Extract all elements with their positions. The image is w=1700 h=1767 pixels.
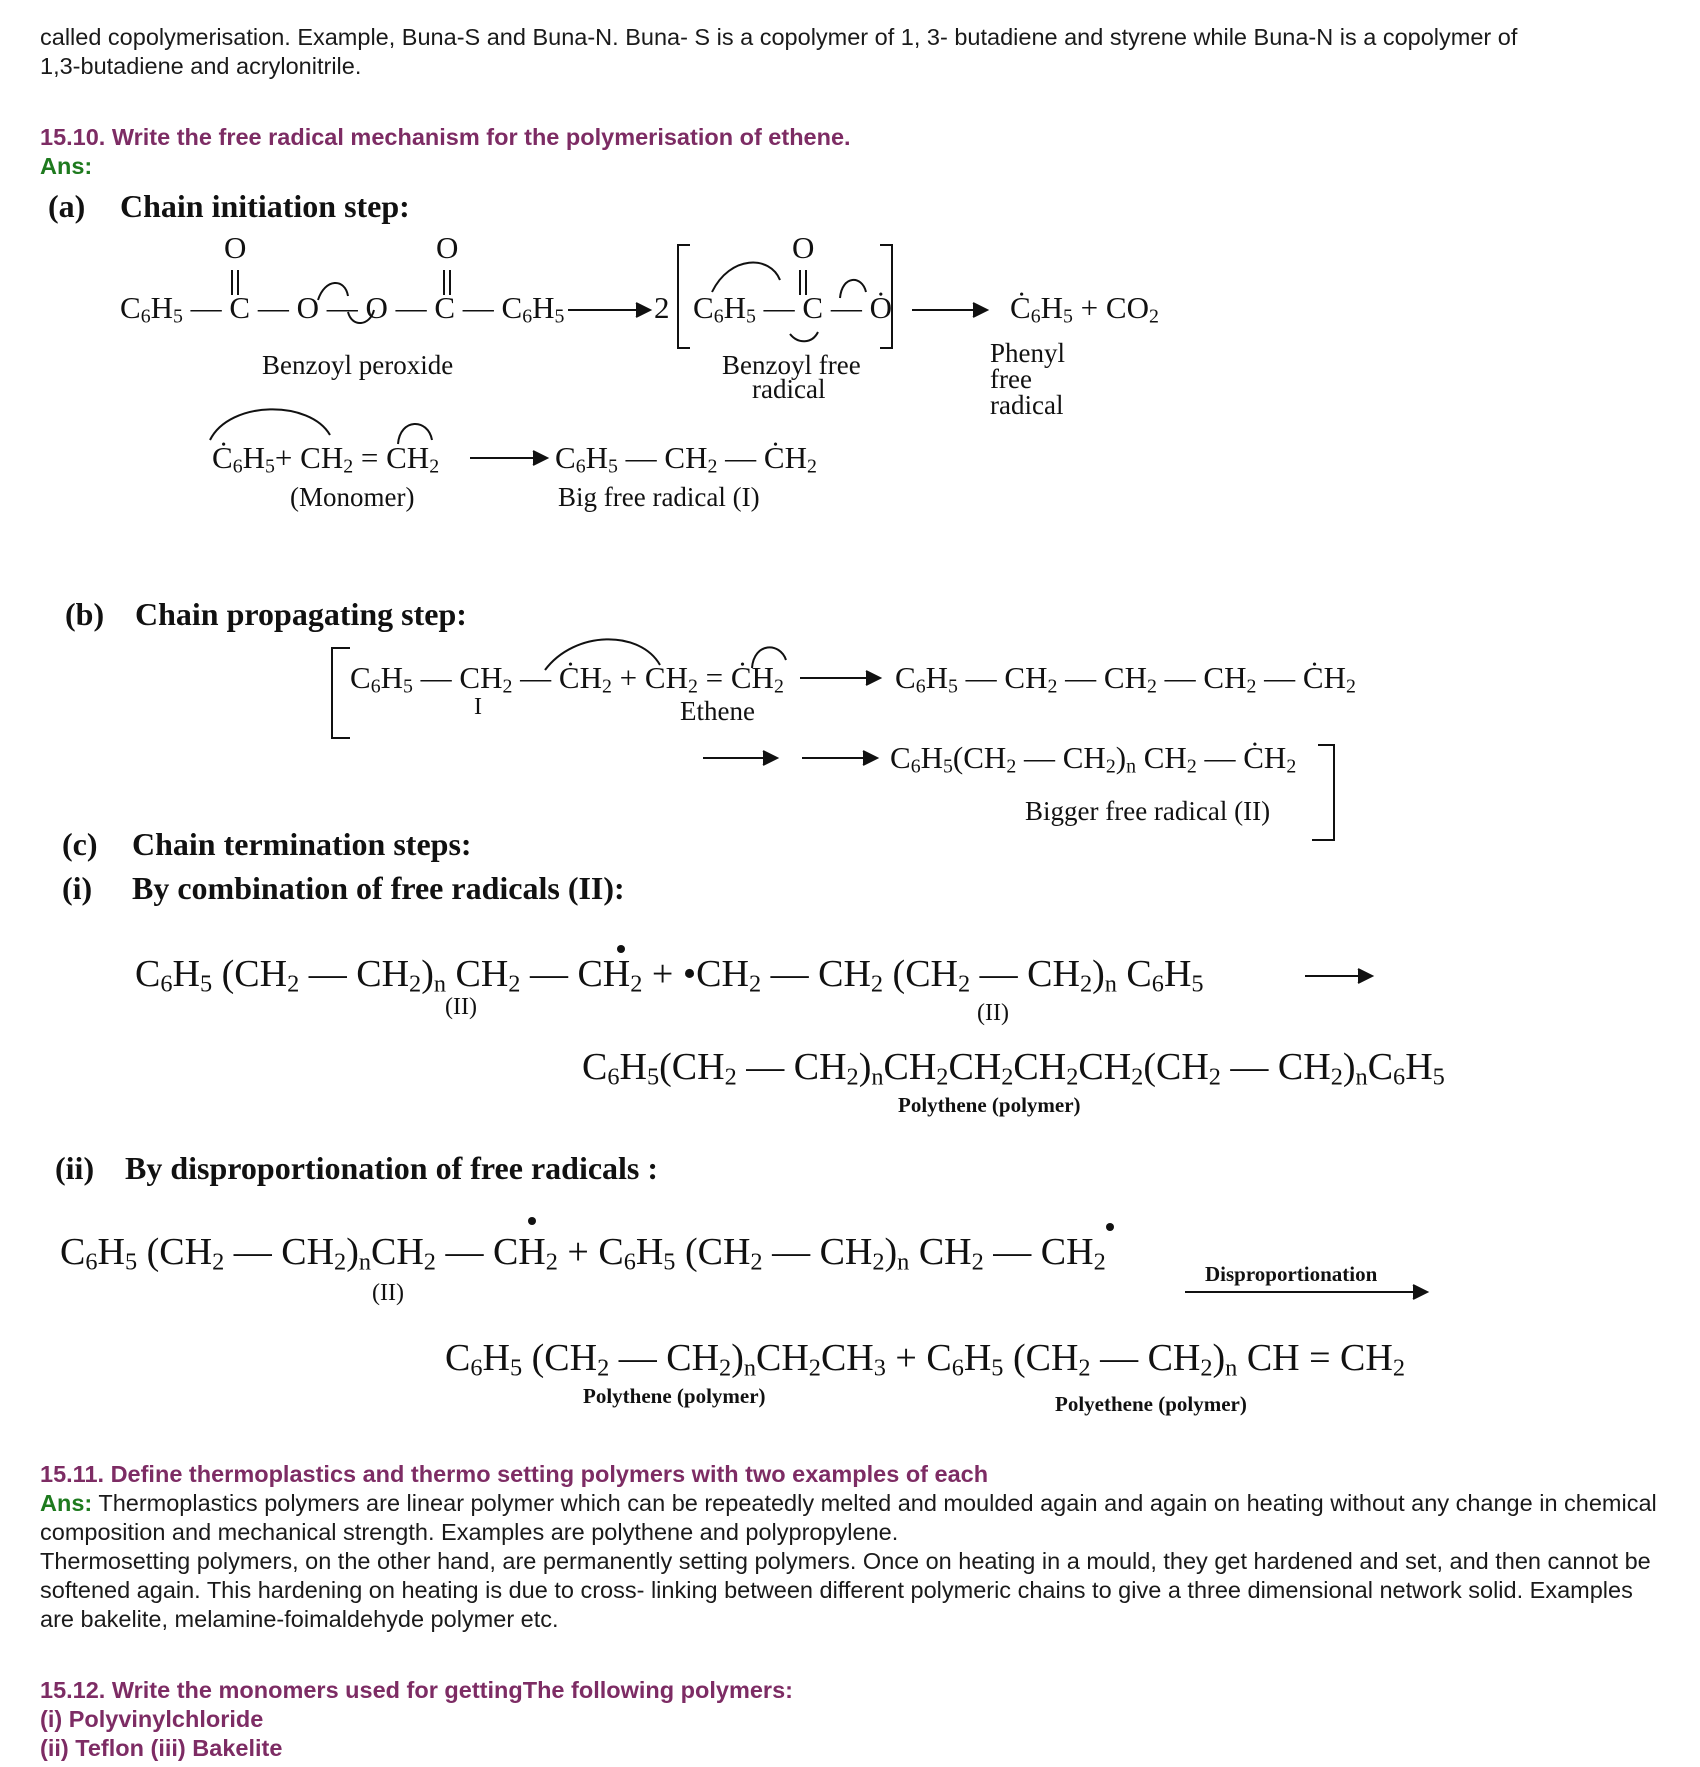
question-15-10: 15.10. Write the free radical mechanism for the polymerisation of ethene. bbox=[40, 124, 851, 150]
propagation-reactants-formula: $C_6H_5$ — $CH_2$ — $ĊH_2 + CH_2$ = $ĊH_2$ bbox=[350, 660, 784, 698]
radical-one-marker: I bbox=[474, 694, 482, 720]
step-c-marker: (c) bbox=[62, 826, 98, 862]
step-c-title: Chain termination steps: bbox=[132, 826, 472, 862]
step-c-i-marker: (i) bbox=[62, 870, 93, 906]
reaction-arrow-4-head bbox=[866, 671, 880, 685]
monomer-addition-formula: $Ċ_6H_5+ CH_2 = CH_2$ bbox=[212, 440, 440, 478]
question-15-12-item-1: (i) Polyvinylchloride bbox=[40, 1706, 264, 1732]
question-15-12: 15.12. Write the monomers used for gettingThe following polymers: bbox=[40, 1677, 793, 1703]
benzoyl-radical-formula: $C_6H_5$ — C — Ȯ bbox=[693, 290, 892, 328]
reaction-arrow-5-head bbox=[763, 751, 777, 765]
big-free-radical-label: Big free radical (I) bbox=[558, 482, 760, 512]
answer-15-11-text-1: Thermoplastics polymers are linear polymer which can be repeatedly melted and moulded again and again on heating without any change in chemical composition and mechanical strength. Examples are polythene and polypropylene. bbox=[40, 1490, 1657, 1545]
question-15-12-item-2: (ii) Teflon (iii) Bakelite bbox=[40, 1735, 283, 1761]
bracket-left-propagation bbox=[332, 648, 350, 738]
step-c-i-title: By combination of free radicals (II): bbox=[132, 870, 625, 906]
oxygen-label: O bbox=[436, 230, 459, 265]
curved-arrow-benzoyl-3 bbox=[790, 332, 818, 341]
combination-product-formula: $C_6H_5(CH_2$ — $CH_2)_nCH_2CH_2CH_2CH_2(CH_2$ — $CH_2)_nC_6H_5$ bbox=[582, 1046, 1445, 1091]
polyethene-polymer-label: Polyethene (polymer) bbox=[1055, 1392, 1247, 1416]
question-15-11: 15.11. Define thermoplastics and thermo setting polymers with two examples of each bbox=[40, 1461, 989, 1487]
radical-label-2: radical bbox=[990, 390, 1064, 420]
free-label: free bbox=[990, 364, 1032, 394]
curved-arrow-benzoyl-1 bbox=[712, 263, 780, 292]
intro-line-1: called copolymerisation. Example, Buna-S and Buna-N. Buna- S is a copolymer of 1, 3- butadiene and styrene while Buna-N is a copolymer of bbox=[40, 24, 1518, 50]
oxygen-label: O bbox=[224, 230, 247, 265]
reaction-arrow-1-head bbox=[636, 303, 650, 317]
bigger-radical-formula: $C_6H_5(CH_2$ — $CH_2)_n$ $CH_2$ — $ĊH_2$ bbox=[890, 740, 1297, 778]
benzoyl-peroxide-label: Benzoyl peroxide bbox=[262, 350, 454, 380]
answer-15-11-para-2: Thermosetting polymers, on the other hand, are permanently setting polymers. Once on heating in a mould, they get hardened and set, and then cannot be softened again. This hardening on heating is due to cross- linking between different polymeric chains to give a three dimensional network solid. Examples are bakelite, melamine-foimaldehyde polymer etc. bbox=[40, 1548, 1651, 1632]
step-b-marker: (b) bbox=[65, 596, 105, 632]
reaction-arrow-combination-head bbox=[1358, 969, 1372, 983]
disproportionation-reactants-formula: $C_6H_5$ ($CH_2$ — $CH_2)_nCH_2$ — $CH_2 + C_6H_5$ ($CH_2$ — $CH_2)_n$ $CH_2$ — $CH_2$ bbox=[60, 1231, 1106, 1276]
bracket-right-propagation bbox=[1312, 745, 1334, 840]
step-a-title: Chain initiation step: bbox=[120, 188, 410, 224]
benzoyl-radical-formula: 2 bbox=[654, 290, 670, 325]
radical-dot-2 bbox=[528, 1217, 536, 1225]
radical-two-label-2: (II) bbox=[977, 1000, 1009, 1026]
ethene-label: Ethene bbox=[680, 696, 755, 726]
propagation-product-formula: $C_6H_5$ — $CH_2$ — $CH_2$ — $CH_2$ — $ĊH_2$ bbox=[895, 660, 1356, 698]
radical-label: radical bbox=[752, 374, 826, 404]
reaction-arrow-3-head bbox=[533, 451, 547, 465]
polythene-polymer-label-2: Polythene (polymer) bbox=[583, 1384, 766, 1408]
radical-two-label: (II) bbox=[445, 994, 477, 1020]
step-c-ii-marker: (ii) bbox=[55, 1150, 95, 1186]
reaction-arrow-6-head bbox=[863, 751, 877, 765]
step-b-title: Chain propagating step: bbox=[135, 596, 467, 632]
disproportionation-label: Disproportionation bbox=[1205, 1262, 1378, 1286]
step-a-marker: (a) bbox=[48, 188, 86, 224]
polythene-polymer-label: Polythene (polymer) bbox=[898, 1093, 1081, 1117]
answer-label-15-11: Ans: bbox=[40, 1490, 93, 1516]
big-free-radical-formula: $C_6H_5$ — $CH_2$ — $ĊH_2$ bbox=[555, 440, 817, 478]
benzoyl-peroxide-formula: $C_6H_5$ — C — O — O — C — $C_6H_5$ bbox=[120, 290, 565, 328]
monomer-label: (Monomer) bbox=[290, 482, 415, 512]
bracket-left-benzoyl bbox=[678, 245, 690, 348]
disproportionation-products-formula: $C_6H_5$ ($CH_2$ — $CH_2)_nCH_2CH_3 + C_6H_5$ ($CH_2$ — $CH_2)_n$ CH = $CH_2$ bbox=[445, 1337, 1405, 1382]
phenyl-label: Phenyl bbox=[990, 338, 1066, 368]
curved-arrow-monomer-1 bbox=[210, 409, 330, 440]
combination-reactants-formula: $C_6H_5$ ($CH_2$ — $CH_2)_n$ $CH_2$ — $CH_2$ + $•CH_2$ — $CH_2$ ($CH_2$ — $CH_2)_n$ $C_6H_5$ bbox=[135, 953, 1204, 998]
radical-two-label-3: (II) bbox=[372, 1280, 404, 1306]
answer-15-11-para-1 bbox=[40, 1489, 1670, 1547]
benzoyl-free-label: Benzoyl free bbox=[722, 350, 861, 380]
radical-dot-3 bbox=[1106, 1223, 1114, 1231]
bigger-free-radical-label: Bigger free radical (II) bbox=[1025, 796, 1271, 826]
phenyl-radical-formula: $Ċ_6H_5 + CO_2$ bbox=[1010, 290, 1159, 328]
reaction-arrow-disproportionation-head bbox=[1413, 1285, 1427, 1299]
oxygen-label: O bbox=[792, 230, 815, 265]
answer-label-15-10: Ans: bbox=[40, 153, 93, 179]
reaction-arrow-2-head bbox=[973, 303, 987, 317]
step-c-ii-title: By disproportionation of free radicals : bbox=[125, 1150, 659, 1186]
intro-line-2: 1,3-butadiene and acrylonitrile. bbox=[40, 53, 362, 79]
